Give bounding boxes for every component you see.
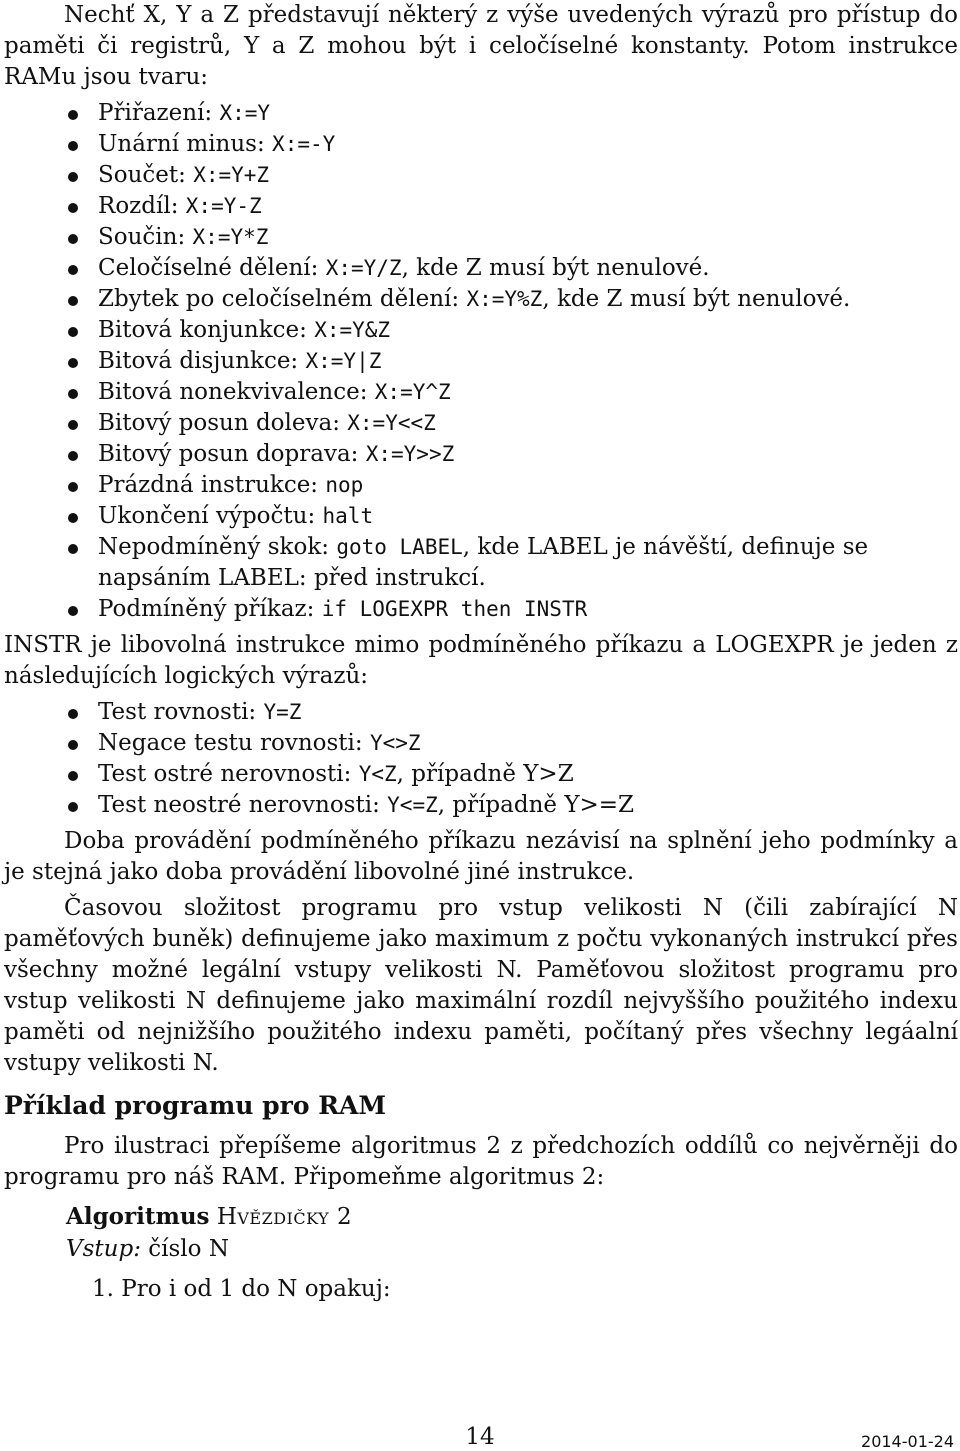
instruction-item [4, 501, 958, 532]
instruction-code: X:=Y-Z [185, 194, 262, 218]
test-item [4, 697, 958, 728]
instruction-item [4, 222, 958, 253]
instruction-code: X:=Y*Z [192, 225, 269, 249]
test-item [4, 759, 958, 790]
test-code: Y<Z [358, 762, 397, 786]
instruction-code: if LOGEXPR then INSTR [321, 597, 588, 621]
logexpr-paragraph [4, 630, 958, 692]
time-paragraph [4, 826, 958, 888]
bullet-icon [68, 234, 78, 244]
instruction-tail: , kde LABEL je návěští, definuje se napsáním LABEL: před instrukcí. [98, 534, 869, 591]
instruction-code: X:=Y+Z [193, 163, 270, 187]
algorithm-input-text: číslo N [148, 1236, 229, 1262]
instruction-tail: , kde Z musí být nenulové. [401, 255, 710, 281]
instruction-item [4, 160, 958, 191]
instruction-tail: , kde Z musí být nenulové. [542, 286, 851, 312]
bullet-icon [68, 544, 78, 554]
bullet-icon [68, 451, 78, 461]
instruction-label: Bitový posun doleva: [98, 410, 340, 436]
instruction-code: X:=-Y [272, 132, 336, 156]
bullet-icon [68, 709, 78, 719]
instruction-code: X:=Y&Z [314, 318, 391, 342]
instruction-code: X:=Y>>Z [365, 442, 455, 466]
instruction-label: Bitová disjunkce: [98, 348, 299, 374]
instruction-item [4, 98, 958, 129]
algorithm-block [4, 1201, 958, 1305]
bullet-icon [68, 389, 78, 399]
example-text: Pro ilustraci přepíšeme algoritmus 2 z předchozích oddílů co nejvěrněji do programu pro náš RAM. Připomeňme algoritmus 2: [4, 1133, 958, 1190]
instruction-item [4, 439, 958, 470]
test-code: Y=Z [263, 700, 302, 724]
instruction-item [4, 532, 958, 594]
instruction-code: nop [325, 473, 364, 497]
bullet-icon [68, 420, 78, 430]
instruction-code: X:=Y%Z [466, 287, 543, 311]
bullet-icon [68, 358, 78, 368]
time-text: Doba provádění podmíněného příkazu nezávisí na splnění jeho podmínky a je stejná jako doba provádění libovolné jiné instrukce. [4, 828, 958, 885]
test-label: Test ostré nerovnosti: [98, 761, 352, 787]
instruction-code: X:=Y|Z [305, 349, 382, 373]
instruction-item [4, 129, 958, 160]
instruction-code: X:=Y<<Z [347, 411, 436, 435]
instruction-label: Součet: [98, 162, 186, 188]
bullet-icon [68, 740, 78, 750]
instruction-code: X:=Y^Z [374, 380, 451, 404]
instruction-label: Rozdíl: [98, 193, 179, 219]
instruction-label: Prázdná instrukce: [98, 472, 319, 498]
instruction-label: Bitová konjunkce: [98, 317, 307, 343]
instruction-label: Celočíselné dělení: [98, 255, 319, 281]
test-tail: , případně Y>=Z [437, 792, 635, 818]
algorithm-input [66, 1233, 958, 1265]
test-code: Y<=Z [387, 793, 438, 817]
document-page [4, 0, 958, 1305]
bullet-icon [68, 482, 78, 492]
test-item [4, 728, 958, 759]
bullet-icon [68, 513, 78, 523]
algorithm-keyword: Algoritmus [66, 1203, 210, 1230]
instruction-label: Ukončení výpočtu: [98, 503, 316, 529]
instruction-item [4, 377, 958, 408]
instruction-label: Unární minus: [98, 131, 265, 157]
algorithm-name: Hvězdičky 2 [216, 1204, 353, 1230]
test-label: Test rovnosti: [98, 699, 257, 725]
bullet-icon [68, 203, 78, 213]
bullet-icon [68, 771, 78, 781]
bullet-icon [68, 141, 78, 151]
page-date: 2014-01-24 [861, 1432, 954, 1451]
instruction-label: Nepodmíněný skok: [98, 534, 330, 560]
instruction-item [4, 284, 958, 315]
step-text: Pro i od 1 do N opakuj: [121, 1276, 391, 1302]
algorithm-step-1 [66, 1273, 958, 1305]
instruction-label: Bitový posun doprava: [98, 441, 359, 467]
instruction-label: Zbytek po celočíselném dělení: [98, 286, 460, 312]
instruction-item [4, 253, 958, 284]
instruction-code: goto LABEL [336, 535, 463, 559]
complexity-text: Časovou složitost programu pro vstup velikosti N (čili zabírající N paměťových buněk) definujeme jako maximum z počtu vykonaných instrukcí přes všechny možné legální vstupy velikosti N. Paměťovou složitost programu pro vstup velikosti N definujeme jako maximální rozdíl nejvyššího použitého indexu paměti od nejnižšího použitého indexu paměti, počítaný přes všechny legáalní vstupy velikosti N. [4, 895, 958, 1076]
instruction-label: Přiřazení: [98, 100, 213, 126]
instruction-label: Bitová nonekvivalence: [98, 379, 368, 405]
test-item [4, 790, 958, 821]
instruction-list [4, 98, 958, 625]
test-tail: , případně Y>Z [396, 761, 574, 787]
example-paragraph [4, 1131, 958, 1193]
instruction-code: X:=Y [219, 101, 271, 125]
page-number: 14 [465, 1424, 495, 1450]
bullet-icon [68, 110, 78, 120]
bullet-icon [68, 296, 78, 306]
instruction-item [4, 346, 958, 377]
step-number: 1. [92, 1276, 114, 1302]
test-label: Negace testu rovnosti: [98, 730, 363, 756]
bullet-icon [68, 172, 78, 182]
algorithm-input-label: Vstup: [66, 1236, 141, 1262]
test-code: Y<>Z [369, 731, 421, 755]
section-heading: Příklad programu pro RAM [4, 1091, 387, 1120]
instruction-item [4, 191, 958, 222]
instruction-code: halt [322, 504, 374, 528]
instruction-item [4, 315, 958, 346]
bullet-icon [68, 802, 78, 812]
test-label: Test neostré nerovnosti: [98, 792, 380, 818]
algorithm-title [66, 1201, 958, 1233]
instruction-item [4, 594, 958, 625]
instruction-label: Podmíněný příkaz: [98, 596, 315, 622]
test-list [4, 697, 958, 821]
bullet-icon [68, 265, 78, 275]
intro-paragraph [4, 0, 958, 93]
instruction-label: Součin: [98, 224, 186, 250]
logexpr-text: INSTR je libovolná instrukce mimo podmíněného příkazu a LOGEXPR je jeden z následujících logických výrazů: [4, 632, 958, 689]
bullet-icon [68, 606, 78, 616]
instruction-code: X:=Y/Z [325, 256, 402, 280]
intro-text: Nechť X, Y a Z představují některý z výše uvedených výrazů pro přístup do paměti či registrů, Y a Z mohou být i celočíselné konstanty. Potom instrukce RAMu jsou tvaru: [4, 2, 958, 90]
instruction-item [4, 470, 958, 501]
bullet-icon [68, 327, 78, 337]
complexity-paragraph [4, 893, 958, 1079]
instruction-item [4, 408, 958, 439]
